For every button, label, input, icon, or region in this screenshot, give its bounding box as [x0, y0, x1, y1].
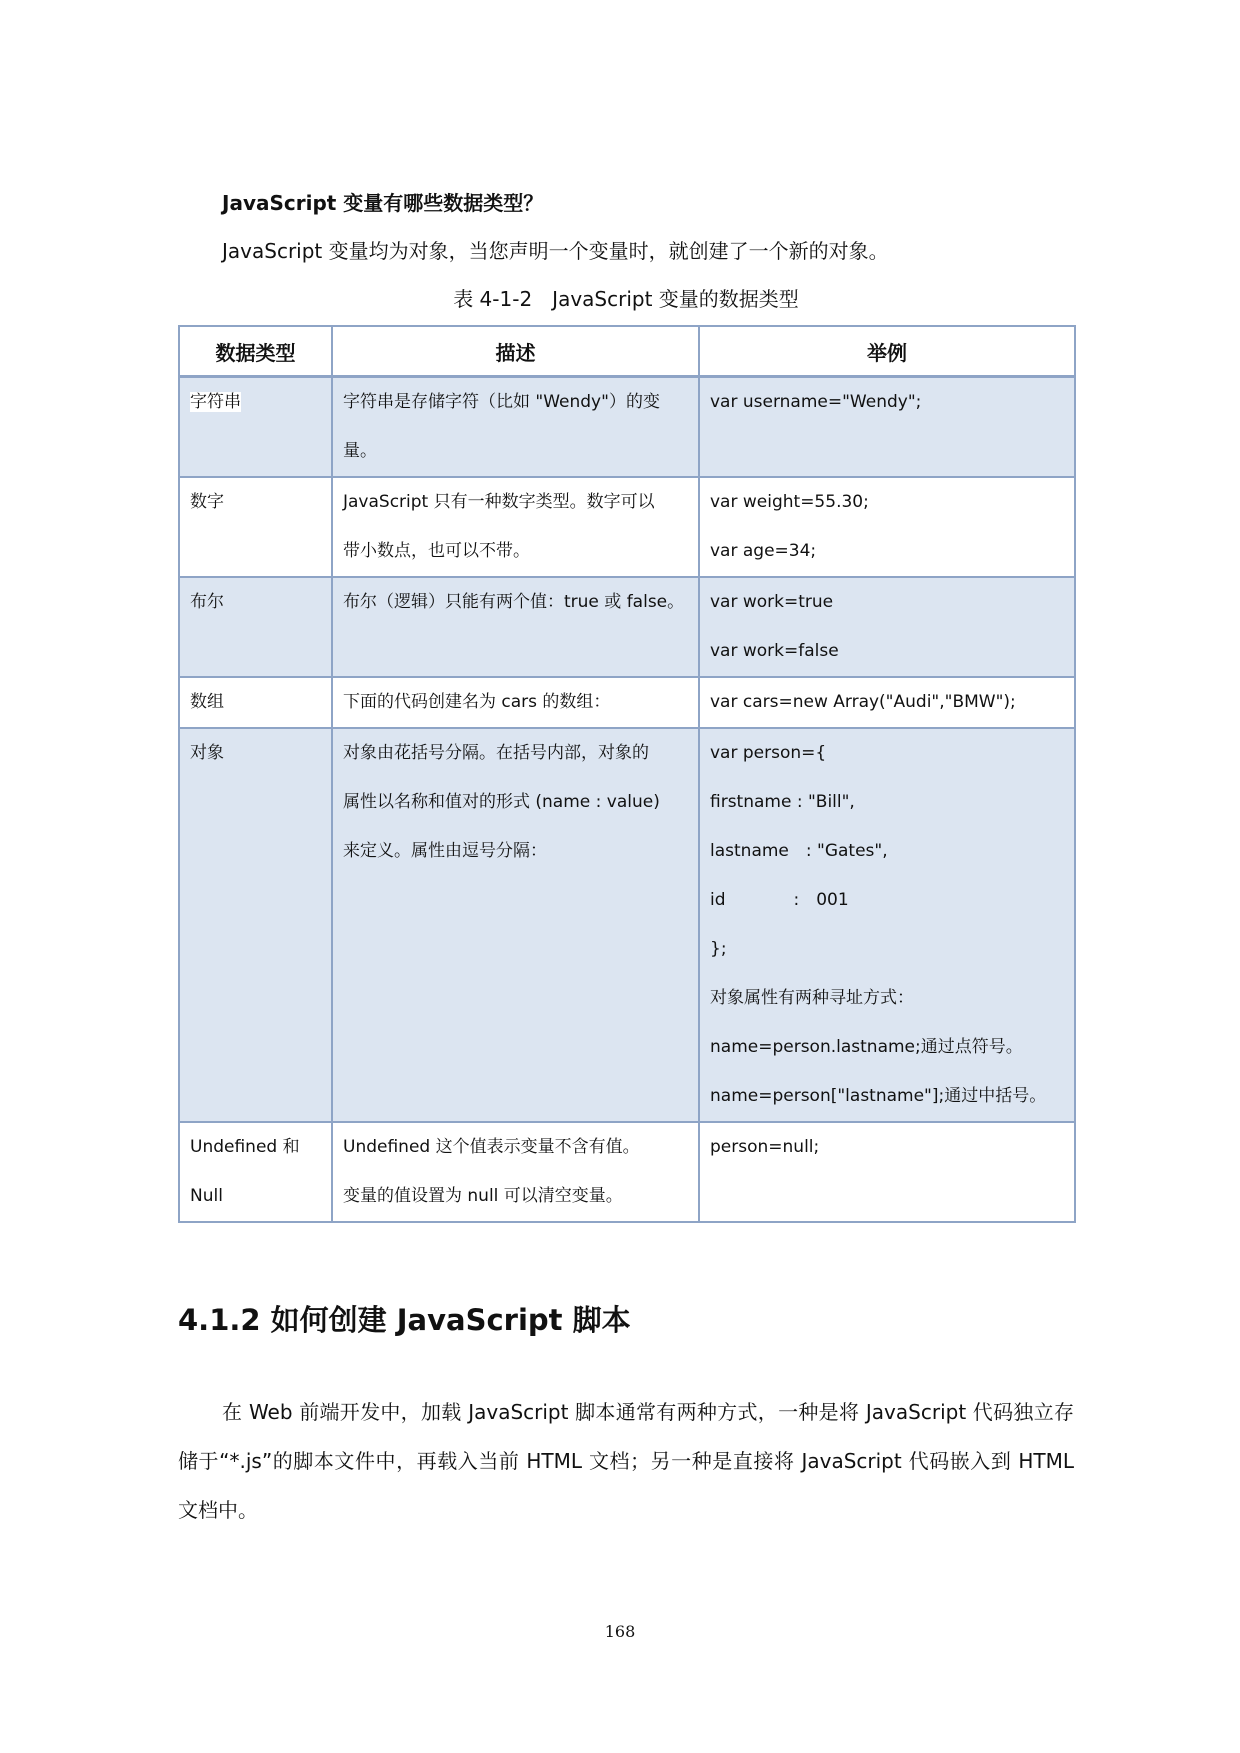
header-example: 举例: [699, 326, 1075, 377]
type-label: 布尔: [190, 592, 224, 612]
example-cell: [699, 477, 1075, 577]
example-line: var person={: [710, 743, 827, 763]
body-paragraph: 在 Web 前端开发中，加载 JavaScript 脚本通常有两种方式，一种是将 JavaScript 代码独立存储于“*.js”的脚本文件中，再载入当前 HTML 文档；另一种是直接将 JavaScript 代码嵌入到 HTML 文档中。: [178, 1400, 1074, 1522]
type-label: Undefined 和: [190, 1137, 300, 1157]
type-label: 数组: [190, 692, 224, 712]
data-types-table: [178, 325, 1076, 1223]
type-cell: [179, 677, 332, 728]
type-cell: [179, 377, 332, 478]
example-line: lastname : "Gates",: [710, 841, 888, 861]
table-row: [179, 1122, 1075, 1222]
description-line: 量。: [343, 441, 377, 461]
type-label: 对象: [190, 743, 224, 763]
question-heading: JavaScript 变量有哪些数据类型？: [222, 191, 544, 215]
example-line: var work=true: [710, 592, 834, 612]
example-line: var weight=55.30;: [710, 492, 869, 512]
section-title: 4.1.2 如何创建 JavaScript 脚本: [178, 1303, 631, 1337]
example-cell: [699, 1122, 1075, 1222]
example-cell: [699, 377, 1075, 478]
description-line: 带小数点，也可以不带。: [343, 541, 530, 561]
example-line: 对象属性有两种寻址方式：: [710, 988, 914, 1008]
description-cell: [332, 477, 699, 577]
type-label: 数字: [190, 492, 224, 512]
type-label: 字符串: [190, 392, 241, 412]
example-line: var work=false: [710, 641, 839, 661]
example-cell: [699, 728, 1075, 1122]
example-line: var username="Wendy";: [710, 392, 922, 412]
description-cell: [332, 1122, 699, 1222]
description-line: JavaScript 只有一种数字类型。数字可以: [343, 492, 655, 512]
example-line: id : 001: [710, 890, 849, 910]
description-cell: [332, 677, 699, 728]
example-line: name=person.lastname;通过点符号。: [710, 1037, 1023, 1057]
type-cell: [179, 1122, 332, 1222]
example-cell: [699, 577, 1075, 677]
description-line: 变量的值设置为 null 可以清空变量。: [343, 1186, 623, 1206]
example-line: };: [710, 939, 727, 959]
description-cell: [332, 577, 699, 677]
page-number: 168: [604, 1622, 636, 1641]
table-caption: 表 4-1-2 JavaScript 变量的数据类型: [453, 287, 799, 311]
type-label: Null: [190, 1186, 223, 1206]
table-header-row: [179, 326, 1075, 377]
type-cell: [179, 728, 332, 1122]
description-cell: [332, 377, 699, 478]
description-line: 来定义。属性由逗号分隔：: [343, 841, 547, 861]
table-row: [179, 377, 1075, 478]
example-line: firstname : "Bill",: [710, 792, 855, 812]
type-cell: [179, 477, 332, 577]
description-line: 下面的代码创建名为 cars 的数组：: [343, 692, 611, 712]
description-line: 字符串是存储字符（比如 "Wendy"）的变: [343, 392, 660, 412]
header-description: 描述: [332, 326, 699, 377]
table-row: [179, 728, 1075, 1122]
header-type: 数据类型: [179, 326, 332, 377]
description-line: Undefined 这个值表示变量不含有值。: [343, 1137, 640, 1157]
description-line: 布尔（逻辑）只能有两个值：true 或 false。: [343, 592, 685, 612]
description-cell: [332, 728, 699, 1122]
example-line: var cars=new Array("Audi","BMW");: [710, 692, 1016, 712]
description-line: 属性以名称和值对的形式 (name : value): [343, 792, 660, 812]
example-cell: [699, 677, 1075, 728]
example-line: name=person["lastname"];通过中括号。: [710, 1086, 1047, 1106]
intro-text: JavaScript 变量均为对象，当您声明一个变量时，就创建了一个新的对象。: [222, 239, 889, 263]
table-row: [179, 477, 1075, 577]
type-cell: [179, 577, 332, 677]
example-line: var age=34;: [710, 541, 817, 561]
table-row: [179, 577, 1075, 677]
example-line: person=null;: [710, 1137, 820, 1157]
table-row: [179, 677, 1075, 728]
description-line: 对象由花括号分隔。在括号内部，对象的: [343, 743, 649, 763]
